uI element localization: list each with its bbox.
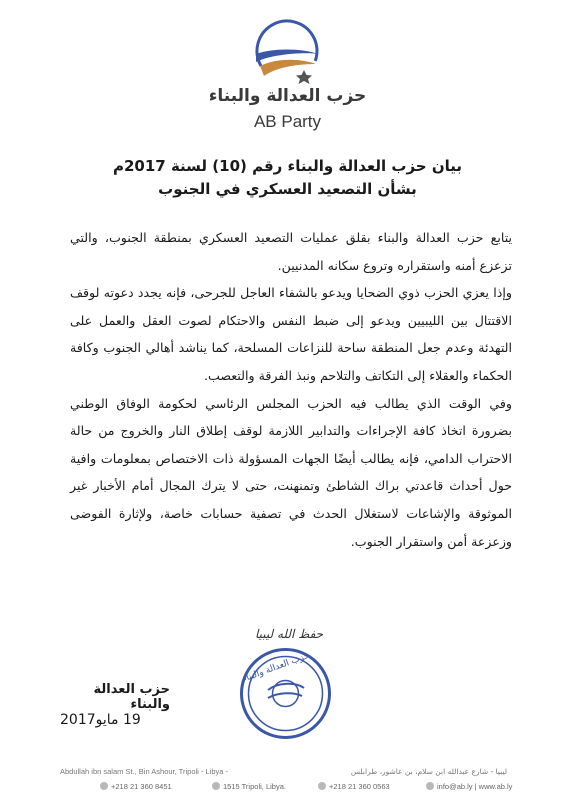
phone-icon [100,782,108,790]
contact-phone2: +218 21 360 0563 [318,782,390,791]
logo-arabic-text: حزب العدالة والبناء [208,86,367,106]
signature-organization: حزب العدالة والبناء [93,682,170,712]
salutation: حفظ الله ليبيا [255,627,324,641]
contact-phone1: +218 21 360 8451 [100,782,172,791]
statement-subtitle: بشأن التصعيد العسكري في الجنوب [158,180,417,198]
signature-date: 19 مايو2017 [60,712,141,728]
paragraph: وفي الوقت الذي يطالب فيه الحزب المجلس الرئاسي لحكومة الوفاق الوطني بضرورة اتخاذ كافة الإجراءات والتدابير اللازمة لوقف إطلاق النار والخروج من حالة الاحتراب الدامي، فإنه يطالب أيضًا الجهات المسؤولة ذات الاختصاص بمعلومات وافية حول أحداث قاعدتي براك الشاطئ وتمنهنت، حتى لا يترك المجال أمام الأخبار غير الموثوقة والإشاعات لاستغلال الحدث في تصفية حسابات خاصة، ولإثارة الفوضى وزعزعة أمن واستقرار الجنوب. [70,395,512,549]
contact-email[interactable]: info@ab.ly | www.ab.ly [426,782,512,791]
footer-address-english: Abdullah ibn salam St., Bin Ashour, Tripoli - Libya - [60,767,229,776]
mailbox-icon [212,782,220,790]
email-icon [426,782,434,790]
paragraph: يتابع حزب العدالة والبناء بقلق عمليات التصعيد العسكري بمنطقة الجنوب، والتي تزعزع أمنه واستقراره وتروع سكانه المدنيين. [70,230,512,273]
footer-contacts [100,782,530,794]
logo-english-text: AB Party [253,112,322,131]
ab-party-logo-icon [242,18,332,88]
paragraph: وإذا يعزي الحزب ذوي الضحايا ويدعو بالشفاء العاجل للجرحى، فإنه يجدد دعوته لوقف الاقتتال بين الليبيين ويدعو إلى ضبط النفس والاحتكام لصوت العقل والعمل على التهدئة وعدم جعل المنطقة ساحة للنزاعات المسلحة، كما يناشد أهالي الجنوب وكافة الحكماء والعقلاء إلى التكاتف والتلاحم ونبذ الفرقة والتعصب. [70,285,512,383]
footer-address-arabic: ليبيا - شارع عبدالله ابن سلام، بن عاشور، طرابلس [350,767,507,776]
party-stamp-icon [238,646,333,741]
fax-icon [318,782,326,790]
statement-title: بيان حزب العدالة والبناء رقم (10) لسنة 2017م [112,157,463,175]
contact-pobox: 1515 Tripoli, Libya. [212,782,286,791]
stamp-text: حزب العدالة والبناء [240,650,312,685]
statement-body [70,224,512,555]
